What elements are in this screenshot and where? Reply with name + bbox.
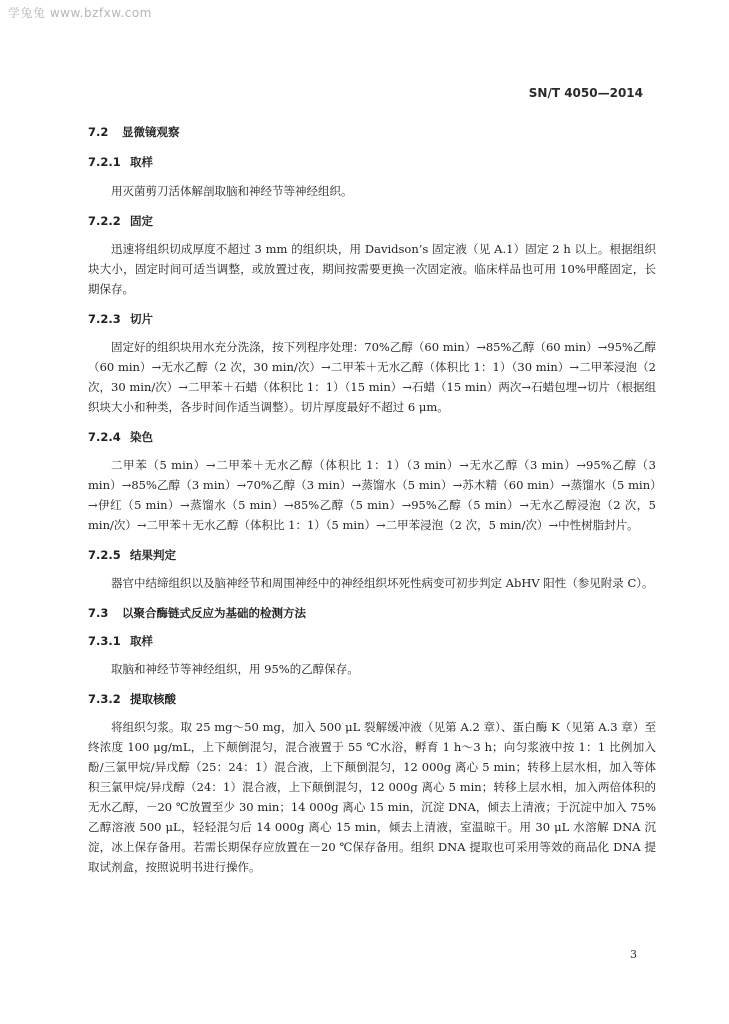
section-number: 7.3 [88,606,109,620]
standard-code: SN/T 4050—2014 [528,86,643,100]
section-number: 7.2.5 [88,548,121,562]
paragraph-pcr-sampling: 取脑和神经节等神经组织，用 95%的乙醇保存。 [111,662,359,676]
section-heading-7-2-2 [88,213,656,229]
section-number: 7.3.2 [88,692,121,706]
section-number: 7.2.4 [88,430,121,444]
paragraph-nucleic-acid-extraction: 将组织匀浆。取 25 mg～50 mg，加入 500 μL 裂解缓冲液（见第 A.2 章）、蛋白酶 K（见第 A.3 章）至终浓度 100 μg/mL，上下颠倒混匀，混合液置于 55 ℃水浴，孵育 1 h～3 h；向匀浆液中按 1：1 比例加入酚/三氯甲烷/异戊醇（25：24：1）混合液，上下颠倒混匀，12 000g 离心 5 min；转移上层水相，加入等体积三氯甲烷/异戊醇（24：1）混合液，上下颠倒混匀，12 000g 离心 5 min；转移上层水相，加入两倍体积的无水乙醇，－20 ℃放置至少 30 min；14 000g 离心 15 min，沉淀 DNA，倾去上清液；于沉淀中加入 75%乙醇溶液 500 μL，轻轻混匀后 14 000g 离心 15 min，倾去上清液，室温晾干。用 30 μL 水溶解 DNA 沉淀，冰上保存备用。若需长期保存应放置在－20 ℃保存备用。组织 DNA 提取也可采用等效的商品化 DNA 提取试剂盒，按照说明书进行操作。 [88,720,656,874]
section-title: 切片 [130,312,153,326]
section-number: 7.2 [88,125,109,139]
page-number: 3 [630,948,637,961]
paragraph-sampling: 用灭菌剪刀活体解剖取脑和神经节等神经组织。 [111,184,353,198]
document-body [88,124,656,877]
section-heading-7-3-1 [88,633,656,649]
section-title: 结果判定 [130,548,176,562]
section-heading-7-2-4 [88,429,656,445]
paragraph-result: 器官中结缔组织以及脑神经节和周围神经中的神经组织坏死性病变可初步判定 AbHV 阳性（参见附录 C）。 [111,576,654,590]
section-heading-7-2-1 [88,154,656,170]
section-heading-7-2-3 [88,311,656,327]
section-title: 提取核酸 [130,692,176,706]
section-heading-7-3-2 [88,691,656,707]
section-heading-7-2 [88,124,656,140]
section-heading-7-3 [88,605,656,621]
section-heading-7-2-5 [88,547,656,563]
section-title: 以聚合酶链式反应为基础的检测方法 [122,606,306,620]
section-title: 取样 [130,634,153,648]
section-title: 取样 [130,155,153,169]
section-number: 7.2.1 [88,155,121,169]
paragraph-fixation: 迅速将组织切成厚度不超过 3 mm 的组织块，用 Davidson’s 固定液（见 A.1）固定 2 h 以上。根据组织块大小，固定时间可适当调整，或放置过夜，期间按需要更换一次固定液。临床样品也可用 10%甲醛固定，长期保存。 [88,242,656,296]
section-number: 7.2.2 [88,214,121,228]
watermark: 学兔兔 www.bzfxw.com [8,6,152,20]
section-title: 染色 [130,430,153,444]
section-number: 7.2.3 [88,312,121,326]
paragraph-sectioning: 固定好的组织块用水充分洗涤，按下列程序处理：70%乙醇（60 min）→85%乙醇（60 min）→95%乙醇（60 min）→无水乙醇（2 次，30 min/次）→二甲苯＋无水乙醇（体积比 1：1）（30 min）→二甲苯浸泡（2 次，30 min/次）→二甲苯＋石蜡（体积比 1：1）（15 min）→石蜡（15 min）两次→石蜡包埋→切片（根据组织块大小和种类，各步时间作适当调整）。切片厚度最好不超过 6 μm。 [88,340,656,414]
section-title: 固定 [130,214,153,228]
paragraph-staining: 二甲苯（5 min）→二甲苯＋无水乙醇（体积比 1：1）（3 min）→无水乙醇（3 min）→95%乙醇（3 min）→85%乙醇（3 min）→70%乙醇（3 min）→蒸馏水（5 min）→苏木精（60 min）→蒸馏水（5 min）→伊红（5 min）→蒸馏水（5 min）→85%乙醇（5 min）→95%乙醇（5 min）→无水乙醇浸泡（2 次，5 min/次）→二甲苯＋无水乙醇（体积比 1：1）（5 min）→二甲苯浸泡（2 次，5 min/次）→中性树脂封片。 [88,458,656,532]
section-title: 显微镜观察 [122,125,180,139]
section-number: 7.3.1 [88,634,121,648]
